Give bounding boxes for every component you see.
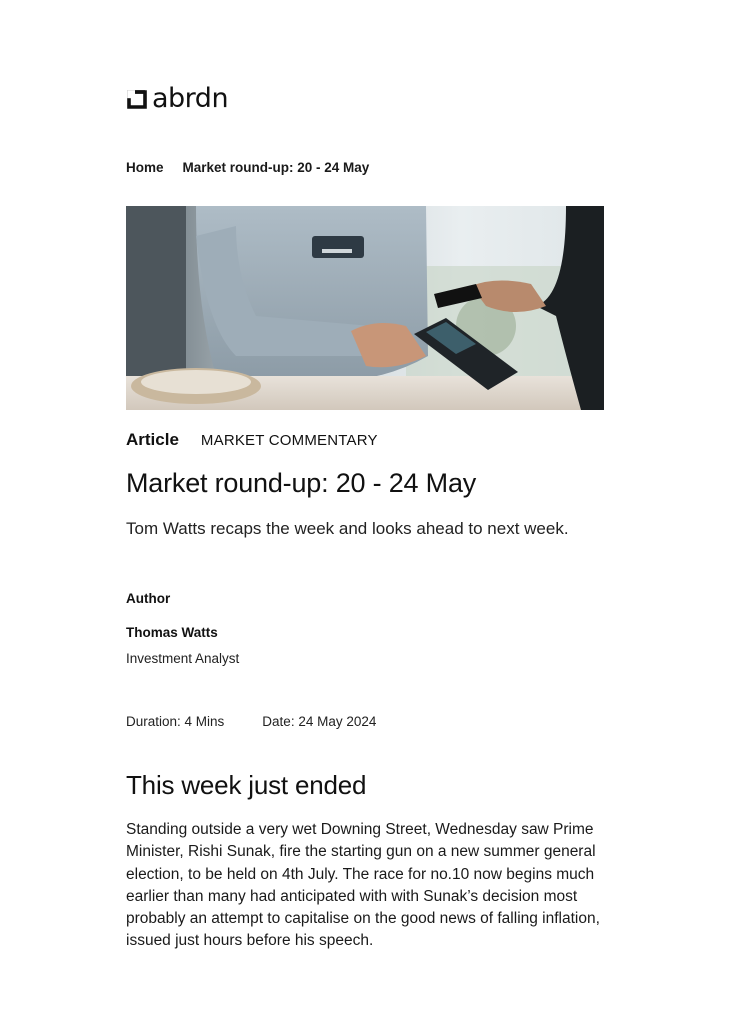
article-meta: [126, 430, 378, 450]
logo-text: abrdn: [152, 83, 229, 114]
date-text: Date: 24 May 2024: [262, 714, 377, 729]
abrdn-logo[interactable]: [126, 84, 228, 114]
article-details: [126, 714, 376, 729]
author-role: Investment Analyst: [126, 651, 240, 666]
card-payment-photo-icon: [126, 206, 604, 410]
article-title: Market round-up: 20 - 24 May: [126, 468, 477, 498]
duration-text: Duration: 4 Mins: [126, 714, 225, 729]
author-name-link[interactable]: Thomas Watts: [126, 625, 218, 640]
author-heading: Author: [126, 591, 171, 606]
category-link[interactable]: MARKET COMMENTARY: [200, 432, 378, 449]
breadcrumb-home-link[interactable]: Home: [126, 160, 164, 175]
article-type-label: Article: [126, 430, 179, 449]
article-summary: Tom Watts recaps the week and looks ahead to next week.: [126, 519, 569, 538]
breadcrumb: [126, 160, 369, 175]
hero-image: [126, 206, 604, 410]
breadcrumb-current: Market round-up: 20 - 24 May: [182, 160, 370, 175]
section-heading: This week just ended: [126, 770, 367, 800]
section-body: Standing outside a very wet Downing Street, Wednesday saw Prime Minister, Rishi Sunak, fire the starting gun on a new summer general election, to be held on 4th July. The race for no.10 now begins much earlier than many had anticipated with with Sunak’s decision most probably an attempt to capitalise on the good news of falling inflation, issued just hours before his speech.: [126, 821, 600, 950]
abrdn-logo-mark-icon: [126, 88, 148, 110]
